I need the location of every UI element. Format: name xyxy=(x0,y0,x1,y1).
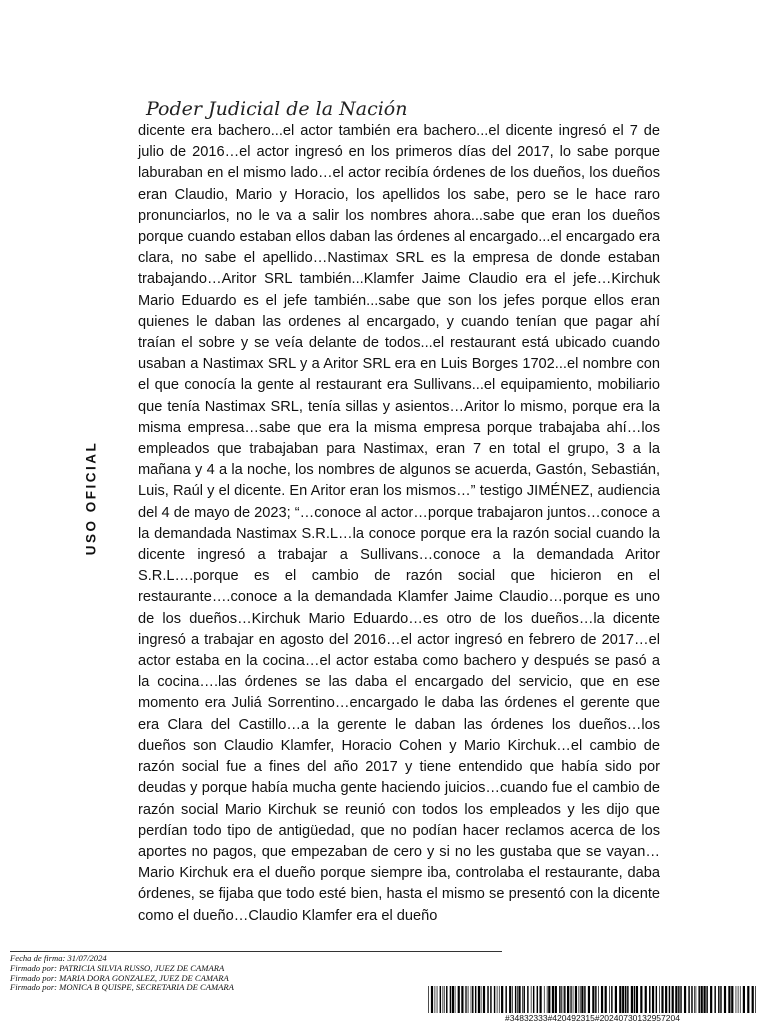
barcode-bar xyxy=(747,986,749,1013)
page-header-title: Poder Judicial de la Nación xyxy=(146,98,408,120)
barcode-bar xyxy=(718,986,719,1013)
signature-block xyxy=(10,954,234,993)
barcode-bar xyxy=(466,986,467,1013)
barcode-bar xyxy=(431,986,433,1013)
barcode-bar xyxy=(461,986,463,1013)
barcode-bar xyxy=(501,986,503,1013)
barcode-bar xyxy=(579,986,580,1013)
barcode-bar xyxy=(619,986,621,1013)
barcode-bar xyxy=(609,986,610,1013)
barcode-bar xyxy=(684,986,686,1013)
barcode-bar xyxy=(524,986,525,1013)
barcode-bar xyxy=(517,986,518,1013)
barcode-bar xyxy=(444,986,445,1013)
barcode-bar xyxy=(437,986,438,1013)
barcode-bar xyxy=(487,986,488,1013)
barcode-bar xyxy=(615,986,617,1013)
barcode-bar xyxy=(455,986,456,1013)
barcode-bar xyxy=(665,986,667,1013)
barcode-bar xyxy=(450,986,451,1013)
barcode-bar xyxy=(527,986,528,1013)
barcode-bar xyxy=(736,986,737,1013)
barcode-bar xyxy=(652,986,654,1013)
barcode-bar xyxy=(563,986,564,1013)
barcode-bar xyxy=(573,986,574,1013)
barcode-bar xyxy=(611,986,612,1013)
barcode-bar xyxy=(598,986,599,1013)
barcode-bar xyxy=(483,986,485,1013)
barcode-bar xyxy=(701,986,703,1013)
barcode-bar xyxy=(704,986,706,1013)
barcode-bar xyxy=(738,986,739,1013)
barcode-bar xyxy=(552,986,554,1013)
barcode-bar xyxy=(634,986,635,1013)
barcode-bar xyxy=(505,986,506,1013)
body-paragraph: dicente era bachero...el actor también era bachero...el dicente ingresó el 7 de julio de 2016…el actor ingresó en los primeros días del 2017, lo sabe porque laburaban en el mismo lado…el actor recibía órdenes de los dueños, los dueños eran Claudio, Mario y Horacio, los apellidos los sabe, pero se le hace raro pronunciarlos, no le va a salir los nombres ahora...sabe que eran los dueños porque cuando estaban ellos daban las órdenes al encargado...el encargado era clara, no sabe el apellido…Nastimax SRL es la empresa de donde estaban trabajando…Aritor SRL también...Klamfer Jaime Claudio era el jefe…Kirchuk Mario Eduardo es el jefe también...sabe que son los jefes porque ellos eran quienes le daban las ordenes al encargado, y cuando tenían que pagar ahí traían el sobre y se veía delante de todos...el restaurant está ubicado cuando usaban a Nastimax SRL y a Aritor SRL era en Luis Borges 1702...el nombre con el que conocía la gente al restaurant era Sullivans...el equipamiento, mobiliario que tenía Nastimax SRL, tenía sillas y asientos…Aritor lo mismo, porque era la misma empresa…sabe que era la misma empresa porque trabajaba ahí…los empleados que trabajaban para Nastimax, eran 7 en total el grupo, 3 a la mañana y 4 a la noche, los nombres de algunos se acuerda, Gastón, Sebastián, Luis, Raúl y el dicente. En Aritor eran los mismos…” testigo JIMÉNEZ, audiencia del 4 de mayo de 2023; “…conoce al actor…porque trabajaron juntos…conoce a la demandada Nastimax S.R.L…la conoce porque era la razón social cuando la dicente ingresó a trabajar a Sullivans…conoce a la demandada Aritor S.R.L….porque es el cambio de razón social que hicieron en el restaurante….conoce a la demandada Klamfer Jaime Claudio…porque es uno de los dueños…Kirchuk Mario Eduardo…es otro de los dueños…la dicente ingresó a trabajar en agosto del 2016…el actor ingresó en febrero de 2017…el actor estaba en la cocina…el actor estaba como bachero y después se pasó a la cocina….las órdenes se las daba el encargado del servicio, que en ese momento era Juliá Sorrentino…encargado le daba las órdenes el gerente que era Clara del Castillo…a la gerente le daban las órdenes los dueños…los dueños son Claudio Klamfer, Horacio Cohen y Mario Kirchuk…el cambio de razón social fue a fines del año 2017 y tiene entendido que había sido por deudas y porque había mucha gente haciendo juicios…cuando fue el cambio de razón social Mario Kirchuk se reunió con todos los empleados y les dijo que perdían todo tipo de antigüedad, que no podían hacer reclamos acerca de los aportes no pagos, que empezaban de cero y si no les gustaba que se vayan…Mario Kirchuk era el dueño porque siempre iba, controlaba el restaurante, daba órdenes, se fijaba que todo esté bien, hasta el mismo se presentó con la dicente como el dueño…Claudio Klamfer era el dueño xyxy=(138,123,660,924)
barcode-bar xyxy=(755,986,756,1013)
barcode-bar xyxy=(678,986,679,1013)
barcode-bar xyxy=(714,986,715,1013)
barcode-number: #34832333#420492315#20240730132957204 xyxy=(505,1013,680,1023)
barcode-bar xyxy=(555,986,557,1013)
barcode-bar xyxy=(471,986,472,1013)
barcode-bar xyxy=(575,986,577,1013)
barcode-bar xyxy=(533,986,534,1013)
barcode-bar xyxy=(740,986,741,1013)
barcode-bar xyxy=(656,986,657,1013)
barcode-bar xyxy=(472,986,473,1013)
barcode-bar xyxy=(659,986,660,1013)
barcode-bar xyxy=(428,986,429,1013)
barcode-bar xyxy=(731,986,733,1013)
barcode-bar xyxy=(743,986,745,1013)
barcode-bar xyxy=(522,986,523,1013)
barcode-bar xyxy=(440,986,441,1013)
barcode-bar xyxy=(478,986,480,1013)
barcode-bar xyxy=(649,986,650,1013)
barcode-bar xyxy=(531,986,532,1013)
barcode-bar xyxy=(698,986,699,1013)
barcode-bar xyxy=(561,986,562,1013)
barcode-bar xyxy=(458,986,460,1013)
barcode-bar xyxy=(640,986,642,1013)
barcode-bar xyxy=(446,986,447,1013)
barcode-bar xyxy=(537,986,538,1013)
barcode-bar xyxy=(435,986,436,1013)
barcode-bar xyxy=(544,986,545,1013)
document-body xyxy=(138,121,660,927)
barcode-bar xyxy=(691,986,692,1013)
barcode-bar xyxy=(499,986,500,1013)
barcode-bar xyxy=(694,986,695,1013)
signature-line-3: Firmado por: MONICA B QUISPE, SECRETARIA DE CAMARA xyxy=(10,982,234,993)
barcode-bar xyxy=(571,986,572,1013)
barcode-bar xyxy=(661,986,663,1013)
barcode-bar xyxy=(728,986,730,1013)
barcode-bar xyxy=(518,986,520,1013)
barcode-bar xyxy=(547,986,548,1013)
barcode-bar xyxy=(509,986,511,1013)
barcode-bar xyxy=(548,986,550,1013)
barcode-bar xyxy=(595,986,596,1013)
barcode-bar xyxy=(645,986,647,1013)
barcode-bar xyxy=(636,986,638,1013)
barcode-bar xyxy=(720,986,721,1013)
barcode-bar xyxy=(580,986,581,1013)
barcode-bar xyxy=(512,986,513,1013)
barcode-bar xyxy=(584,986,585,1013)
barcode-bar xyxy=(669,986,670,1013)
signature-date: Fecha de firma: 31/07/2024 xyxy=(10,953,107,963)
barcode-bar xyxy=(540,986,542,1013)
barcode-bar xyxy=(559,986,560,1013)
barcode-bar xyxy=(696,986,697,1013)
barcode-bar xyxy=(481,986,482,1013)
barcode-bar xyxy=(601,986,603,1013)
barcode-bar xyxy=(570,986,571,1013)
barcode-bar xyxy=(710,986,712,1013)
barcode-bar xyxy=(680,986,681,1013)
barcode-bar xyxy=(581,986,583,1013)
signature-divider xyxy=(10,951,502,952)
barcode-bar xyxy=(588,986,590,1013)
barcode-bar xyxy=(564,986,565,1013)
barcode-bar xyxy=(592,986,594,1013)
barcode-image xyxy=(427,986,758,1013)
barcode-bar xyxy=(627,986,628,1013)
barcode-bar xyxy=(706,986,707,1013)
barcode-bar xyxy=(605,986,607,1013)
signature-line-1: Firmado por: PATRICIA SILVIA RUSSO, JUEZ DE CAMARA xyxy=(10,962,225,973)
barcode-bar xyxy=(465,986,466,1013)
barcode-bar xyxy=(622,986,624,1013)
barcode-bar xyxy=(567,986,569,1013)
barcode-bar xyxy=(468,986,469,1013)
barcode-bar xyxy=(490,986,491,1013)
barcode-bar xyxy=(443,986,444,1013)
barcode-bar xyxy=(688,986,689,1013)
barcode-bar xyxy=(752,986,754,1013)
barcode-bar xyxy=(672,986,674,1013)
barcode-bar xyxy=(494,986,495,1013)
barcode-bar xyxy=(625,986,626,1013)
barcode-bar xyxy=(515,986,516,1013)
barcode-bar xyxy=(497,986,498,1013)
barcode-bar xyxy=(631,986,633,1013)
signature-line-2: Firmado por: MARIA DORA GONZALEZ, JUEZ DE CAMARA xyxy=(10,972,229,983)
barcode-bar xyxy=(675,986,677,1013)
barcode-bar xyxy=(475,986,476,1013)
barcode-bar xyxy=(724,986,726,1013)
side-stamp-label: USO OFICIAL xyxy=(83,440,99,556)
barcode-bar xyxy=(452,986,454,1013)
